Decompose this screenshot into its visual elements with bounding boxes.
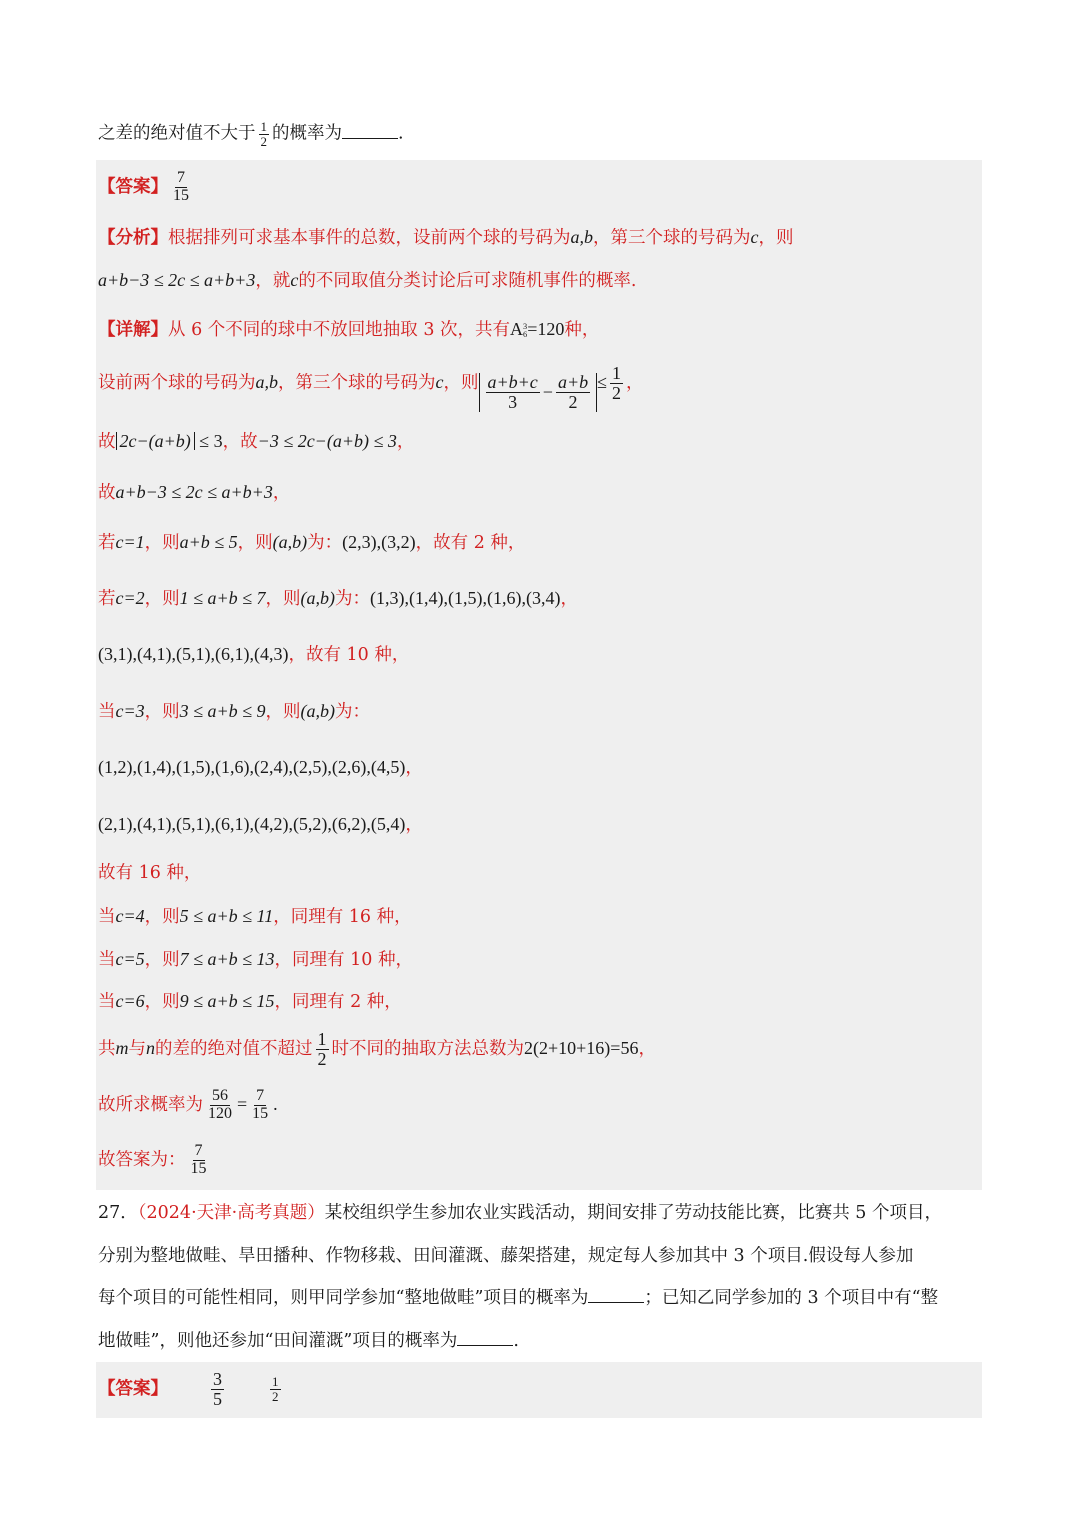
answer-fraction: $\frac{7}{15}$: [173, 169, 189, 204]
question-27-line-4: 地做畦”，则他还参加“田间灌溉”项目的概率为 .: [98, 1331, 519, 1351]
detail-line-5: 若c=1，则a+b ≤ 5，则(a,b)为：(2,3),(3,2)，故有 2 种，: [98, 532, 526, 553]
answer-line-2: 【答案】 $\frac{3}{5}$ $\frac{1}{2}$: [98, 1369, 279, 1409]
detail-line-17: 故答案为： $\frac{7}{15}$: [98, 1142, 207, 1177]
detail-line-1: 【详解】从 6 个不同的球中不放回地抽取 3 次，共有A 3 6 =120种，: [98, 319, 600, 340]
detail-line-9: (1,2),(1,4),(1,5),(1,6),(2,4),(2,5),(2,6),(4,5)，: [98, 757, 423, 778]
detail-line-11: 故有 16 种，: [98, 863, 202, 883]
answer-blank: [588, 1302, 644, 1303]
detail-line-3: 故 2c−(a+b) ≤ 3，故−3 ≤ 2c−(a+b) ≤ 3，: [98, 431, 415, 452]
analysis-line-2: a+b−3 ≤ 2c ≤ a+b+3，就c的不同取值分类讨论后可求随机事件的概率.: [98, 270, 637, 291]
detail-line-7: (3,1),(4,1),(5,1),(6,1),(4,3)，故有 10 种，: [98, 644, 410, 665]
detail-line-6: 若c=2，则1 ≤ a+b ≤ 7，则(a,b)为：(1,3),(1,4),(1,5),(1,6),(3,4)，: [98, 588, 578, 609]
answer-blank: [457, 1345, 513, 1346]
fraction: $\frac{1}{2}$: [260, 119, 267, 149]
answer-blank: [342, 138, 398, 139]
detail-line-8: 当c=3，则3 ≤ a+b ≤ 9，则(a,b)为：: [98, 701, 371, 722]
detail-line-16: 故所求概率为 $\frac{56}{120}$ = $\frac{7}{15}$ .: [98, 1087, 278, 1122]
answer-line: 【答案】 $\frac{7}{15}$: [98, 169, 189, 204]
question-tail: 之差的绝对值不大于 $\frac{1}{2}$ 的概率为 .: [98, 119, 404, 149]
detail-line-2: 设前两个球的号码为a,b，第三个球的号码为c，则 $\frac{a+b+c}{3}$ − $\frac{a+b}{2}$ ≤ $\frac{1}{2}$ ，: [98, 363, 644, 412]
detail-line-4: 故a+b−3 ≤ 2c ≤ a+b+3，: [98, 482, 291, 503]
detail-line-14: 当c=6，则9 ≤ a+b ≤ 15，同理有 2 种，: [98, 991, 402, 1012]
question-27-line-1: 27．（2024·天津·高考真题）某校组织学生参加农业实践活动，期间安排了劳动技能比赛，比赛共 5 个项目，: [98, 1203, 942, 1223]
question-27-line-2: 分别为整地做畦、旱田播种、作物移栽、田间灌溉、藤架搭建，规定每人参加其中 3 个项目.假设每人参加: [98, 1246, 914, 1266]
detail-line-13: 当c=5，则7 ≤ a+b ≤ 13，同理有 10 种，: [98, 949, 413, 970]
detail-line-12: 当c=4，则5 ≤ a+b ≤ 11，同理有 16 种，: [98, 906, 412, 927]
detail-line-10: (2,1),(4,1),(5,1),(6,1),(4,2),(5,2),(6,2),(5,4)，: [98, 814, 423, 835]
detail-line-15: 共m与n的差的绝对值不超过 $\frac{1}{2}$ 时不同的抽取方法总数为2(2+10+16)=56，: [98, 1029, 656, 1069]
analysis-line-1: 【分析】根据排列可求基本事件的总数，设前两个球的号码为a,b，第三个球的号码为c，则: [98, 227, 794, 248]
question-27-line-3: 每个项目的可能性相同，则甲同学参加“整地做畦”项目的概率为 ；已知乙同学参加的 3 个项目中有“整: [98, 1288, 939, 1308]
